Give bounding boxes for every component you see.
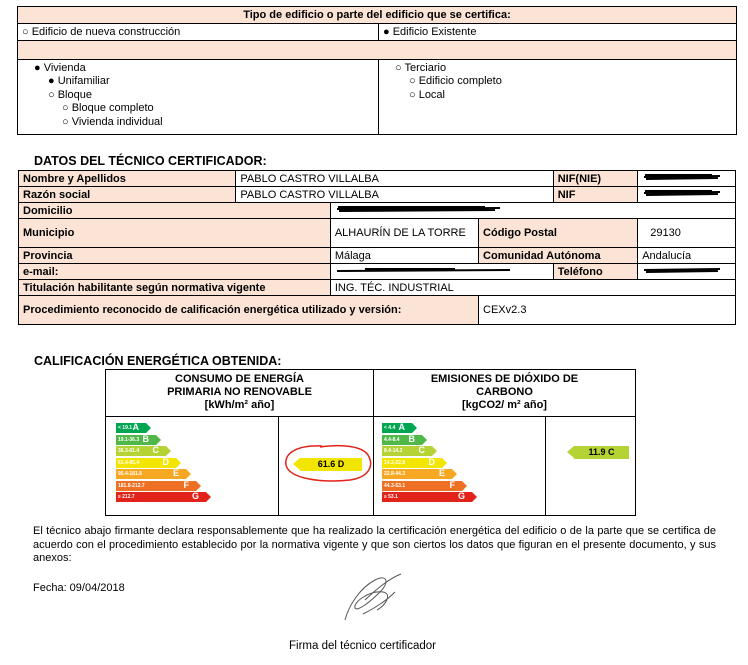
energy-rating-panel (105, 369, 636, 516)
option-bloque: ○ Bloque (48, 88, 92, 101)
emisiones-header (374, 370, 635, 419)
redaction-scribble-icon (642, 172, 722, 182)
emisiones-letter-f: F (449, 479, 455, 490)
technician-section-title: DATOS DEL TÉCNICO CERTIFICADOR: (34, 154, 267, 168)
region-label: Comunidad Autónoma (479, 248, 638, 264)
emisiones-bar-d (382, 458, 442, 468)
emisiones-bar-a (382, 423, 412, 433)
city-value: ALHAURÍN DE LA TORRE (330, 219, 478, 248)
emisiones-letter-e: E (438, 468, 445, 478)
option-vivienda: ● Vivienda (34, 62, 86, 74)
consumo-bar-f (116, 481, 196, 491)
consumo-bar-g (116, 492, 206, 502)
emisiones-header-line3: [kgCO2/ m² año] (462, 399, 547, 411)
option-unifamiliar: ● Unifamiliar (48, 75, 110, 88)
option-vivienda-individual: ○ Vivienda individual (62, 115, 163, 128)
consumo-bar-d (116, 458, 176, 468)
redaction-scribble-icon (335, 265, 515, 275)
emisiones-range-a: < 4.4 (384, 425, 396, 431)
qualification-label: Titulación habilitante según normativa vigente (19, 280, 331, 296)
emisiones-bar-b (382, 435, 422, 445)
consumo-bar-b (116, 435, 156, 445)
redaction-scribble-icon (335, 204, 505, 214)
consumo-result-arrow: 61.6 D (300, 458, 362, 471)
name-label: Nombre y Apellidos (19, 171, 236, 187)
consumo-range-d: 61.4-95.4 (118, 459, 140, 466)
emisiones-result-arrow: 11.9 C (574, 446, 629, 459)
consumo-letter-f: F (183, 479, 189, 490)
emisiones-header-line1: EMISIONES DE DIÓXIDO DE (430, 373, 579, 385)
consumo-range-c: 36.3-61.4 (118, 448, 140, 454)
postal-code-value: 29130 (638, 219, 736, 248)
nif-label: NIF (553, 187, 638, 203)
tertiary-options (379, 60, 737, 135)
emisiones-letter-d: D (428, 456, 435, 467)
business-name-label: Razón social (19, 187, 236, 203)
emisiones-bar-e (382, 469, 452, 479)
consumo-range-a: < 19.1 (118, 425, 133, 431)
qualification-value: ING. TÉC. INDUSTRIAL (330, 280, 735, 296)
option-existing-building: ● Edificio Existente (379, 24, 737, 41)
consumo-header-line3: [kWh/m² año] (204, 399, 275, 411)
emisiones-range-c: 8.4-14.2 (384, 448, 403, 454)
province-value: Málaga (330, 248, 478, 264)
option-new-construction: ○ Edificio de nueva construcción (18, 24, 379, 41)
consumo-divider (278, 416, 279, 515)
consumo-letter-a: A (132, 422, 139, 432)
declaration-text: El técnico abajo firmante declara responsablemente que ha realizado la certificación energética del edificio o de la parte que se certifica de acuerdo con el procedimiento establecido por la normativa vigente y que son ciertos los datos que figuran en el presente documento, y sus anexos: (33, 525, 716, 564)
option-terciario: ○ Terciario (395, 62, 447, 74)
consumo-bar-c (116, 446, 166, 456)
emisiones-range-b: 4.4-8.4 (384, 436, 400, 443)
residential-options (18, 60, 379, 135)
consumo-letter-e: E (172, 468, 179, 478)
nif-redacted (638, 187, 736, 203)
nif-nie-label: NIF(NIE) (553, 171, 638, 187)
email-label: e-mail: (19, 264, 331, 280)
phone-label: Teléfono (553, 264, 638, 280)
email-redacted (330, 264, 553, 280)
consumo-range-e: 95.4-181.8 (118, 471, 142, 477)
building-type-header: Tipo de edificio o parte del edificio que se certifica: (18, 7, 737, 24)
phone-redacted (638, 264, 736, 280)
emisiones-range-f: 44.3-53.1 (384, 482, 406, 489)
emisiones-range-e: 22.8-44.3 (384, 471, 406, 477)
emisiones-divider (545, 416, 546, 515)
rating-section-title: CALIFICACIÓN ENERGÉTICA OBTENIDA: (34, 354, 282, 368)
address-redacted (330, 203, 735, 219)
consumo-letter-b: B (142, 433, 149, 444)
consumo-range-b: 19.1-36.3 (118, 436, 140, 443)
emisiones-bar-g (382, 492, 472, 502)
signature-icon (335, 570, 410, 625)
province-label: Provincia (19, 248, 331, 264)
consumo-header-line1: CONSUMO DE ENERGÍA (175, 373, 304, 385)
consumo-letter-g: G (191, 491, 199, 501)
option-local: ○ Local (409, 88, 445, 101)
consumo-header-line2: PRIMARIA NO RENOVABLE (167, 386, 312, 398)
hand-drawn-circle-icon (282, 443, 374, 485)
redaction-scribble-icon (642, 188, 722, 198)
option-bloque-completo: ○ Bloque completo (62, 102, 154, 115)
procedure-label: Procedimiento reconocido de calificación energética utilizado y versión: (19, 296, 479, 325)
emisiones-letter-g: G (457, 491, 465, 501)
postal-code-label: Código Postal (479, 219, 638, 248)
name-value: PABLO CASTRO VILLALBA (236, 171, 553, 187)
consumo-bar-e (116, 469, 186, 479)
city-label: Municipio (19, 219, 331, 248)
option-edificio-completo: ○ Edificio completo (409, 75, 502, 88)
emisiones-range-d: 14.2-22.8 (384, 459, 406, 466)
consumo-letter-c: C (152, 445, 159, 455)
emisiones-letter-c: C (418, 445, 425, 455)
procedure-value: CEXv2.3 (479, 296, 736, 325)
consumo-range-g: ≥ 212.7 (118, 494, 135, 500)
consumo-range-f: 181.8-212.7 (118, 482, 145, 489)
redaction-scribble-icon (642, 265, 722, 275)
building-type-table (17, 6, 737, 135)
region-value: Andalucía (638, 248, 736, 264)
emisiones-header-line2: CARBONO (476, 386, 533, 398)
nif-nie-redacted (638, 171, 736, 187)
signature-label: Firma del técnico certificador (289, 640, 436, 652)
emisiones-letter-a: A (398, 422, 405, 432)
technician-table (18, 170, 736, 325)
date-text: Fecha: 09/04/2018 (33, 582, 125, 594)
consumo-header (106, 370, 373, 419)
business-name-value: PABLO CASTRO VILLALBA (236, 187, 553, 203)
address-label: Domicilio (19, 203, 331, 219)
consumo-bar-a (116, 423, 146, 433)
emisiones-letter-b: B (408, 433, 415, 444)
emisiones-range-g: ≥ 53.1 (384, 494, 398, 500)
consumo-letter-d: D (162, 456, 169, 467)
spacer-row (18, 41, 737, 60)
emisiones-bar-c (382, 446, 432, 456)
emisiones-bar-f (382, 481, 462, 491)
